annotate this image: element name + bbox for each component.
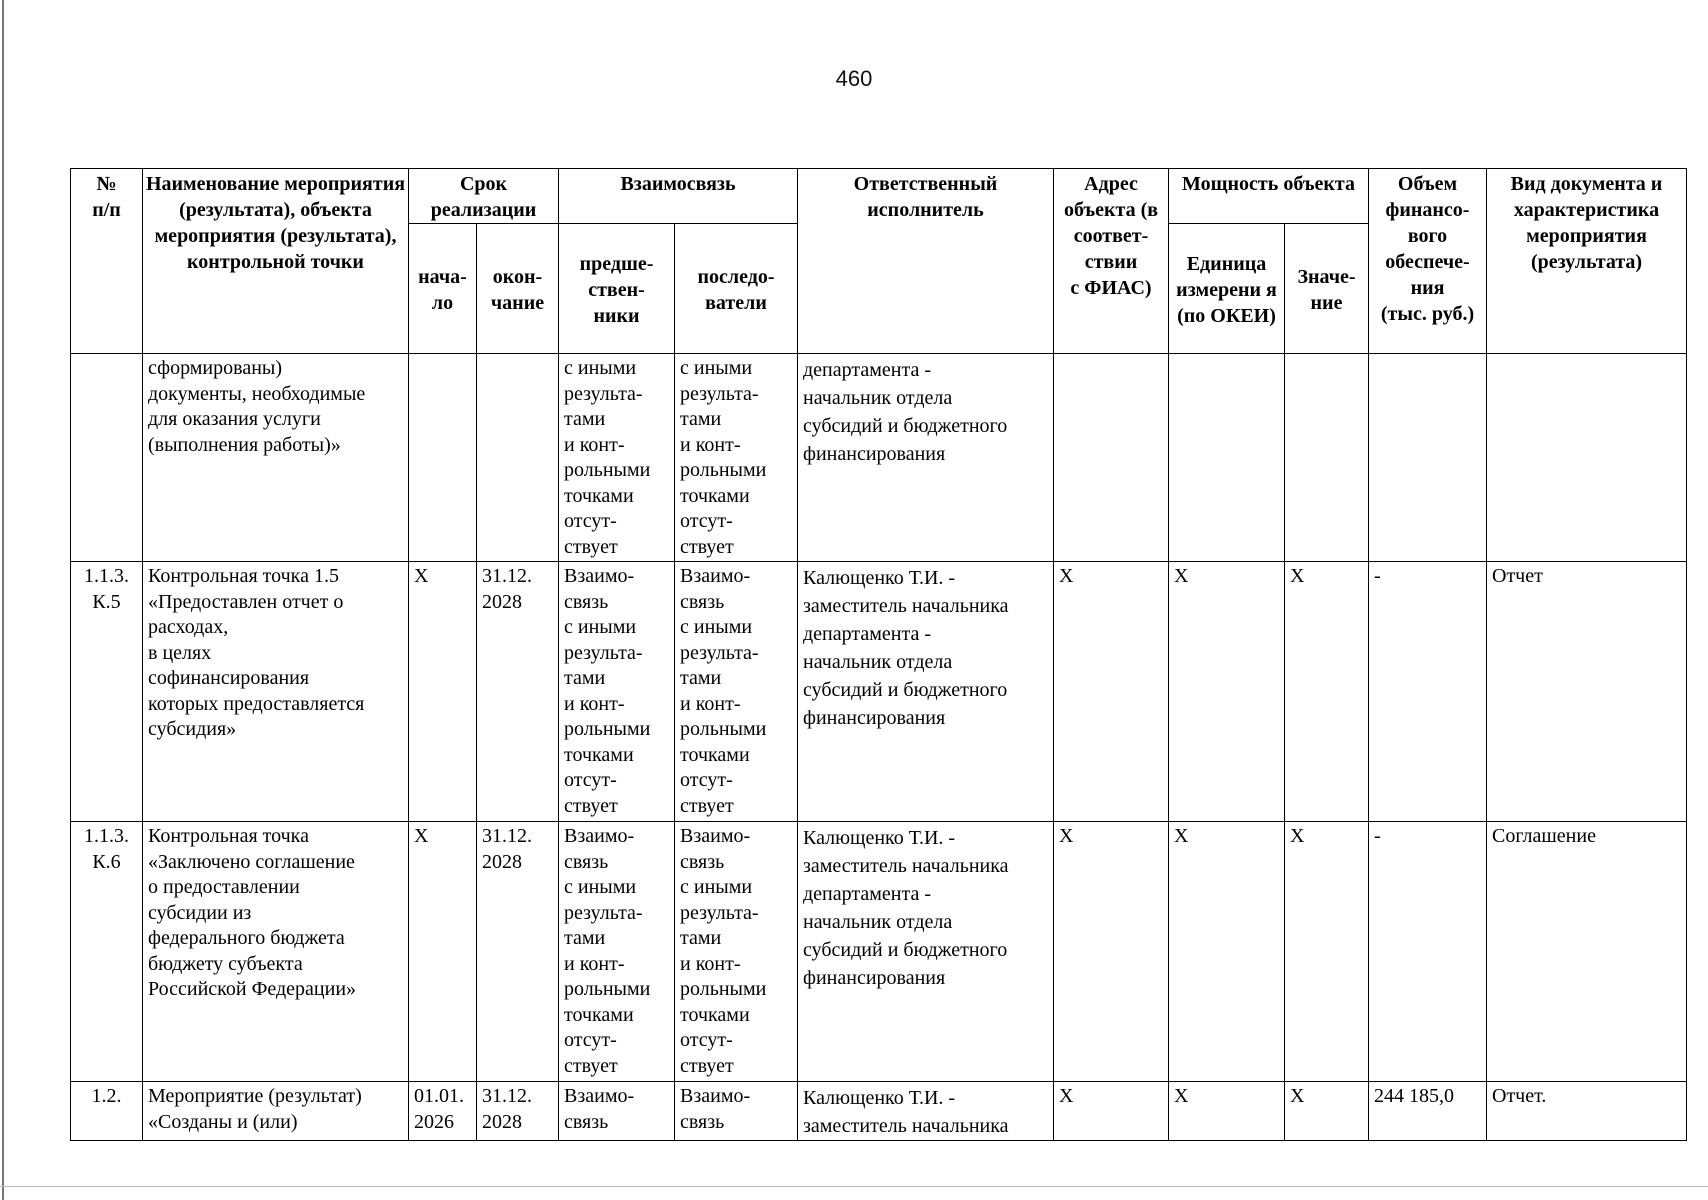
cell-pred: Взаимо- связь bbox=[559, 1082, 675, 1141]
bottom-rule-line bbox=[0, 1186, 1708, 1187]
table-row bbox=[71, 354, 1687, 562]
cell-name: Контрольная точка «Заключено соглашение о предоставлении субсидии из федерального бюджета бюджету субъекта Российской Федерации» bbox=[143, 822, 409, 1082]
page-edge-line bbox=[2, 0, 4, 1200]
header-link-succ: последо- ватели bbox=[675, 224, 798, 354]
cell-finance: - bbox=[1369, 562, 1487, 822]
cell-name: сформированы) документы, необходимые для оказания услуги (выполнения работы)» bbox=[143, 354, 409, 562]
cell-start: X bbox=[409, 822, 477, 1082]
cell-address bbox=[1054, 354, 1169, 562]
cell-name: Контрольная точка 1.5 «Предоставлен отчет о расходах, в целях софинансирования которых предоставляется субсидия» bbox=[143, 562, 409, 822]
header-num: № п/п bbox=[71, 169, 143, 354]
cell-name: Мероприятие (результат) «Созданы и (или) bbox=[143, 1082, 409, 1141]
cell-address: X bbox=[1054, 822, 1169, 1082]
cell-succ: Взаимо- связь с иными результа- тами и конт- рольными точками отсут- ствует bbox=[675, 562, 798, 822]
page-number: 460 bbox=[835, 66, 873, 91]
cell-unit bbox=[1169, 354, 1285, 562]
cell-end bbox=[477, 354, 559, 562]
header-term-end: окон- чание bbox=[477, 224, 559, 354]
header-address: Адрес объекта (в соответ- ствии с ФИАС) bbox=[1054, 169, 1169, 354]
cell-end: 31.12. 2028 bbox=[477, 1082, 559, 1141]
header-term: Срок реализации bbox=[409, 169, 559, 224]
cell-address: X bbox=[1054, 562, 1169, 822]
cell-responsible: Калющенко Т.И. - заместитель начальника bbox=[798, 1082, 1054, 1141]
cell-pred: Взаимо- связь с иными результа- тами и конт- рольными точками отсут- ствует bbox=[559, 562, 675, 822]
header-power: Мощность объекта bbox=[1169, 169, 1369, 224]
cell-responsible: департамента - начальник отдела субсидий и бюджетного финансирования bbox=[798, 354, 1054, 562]
cell-finance: 244 185,0 bbox=[1369, 1082, 1487, 1141]
cell-num: 1.2. bbox=[71, 1082, 143, 1141]
cell-start: 01.01. 2026 bbox=[409, 1082, 477, 1141]
cell-finance: - bbox=[1369, 822, 1487, 1082]
header-finance: Объем финансо- вого обеспече- ния (тыс. руб.) bbox=[1369, 169, 1487, 354]
header-link: Взаимосвязь bbox=[559, 169, 798, 224]
cell-doc: Соглашение bbox=[1487, 822, 1687, 1082]
header-name: Наименование мероприятия (результата), объекта мероприятия (результата), контрольной точки bbox=[143, 169, 409, 354]
cell-unit: X bbox=[1169, 822, 1285, 1082]
cell-succ: Взаимо- связь с иными результа- тами и конт- рольными точками отсут- ствует bbox=[675, 822, 798, 1082]
table-row bbox=[71, 1082, 1687, 1141]
cell-unit: X bbox=[1169, 1082, 1285, 1141]
table-row bbox=[71, 562, 1687, 822]
header-value: Значе- ние bbox=[1285, 224, 1369, 354]
cell-doc bbox=[1487, 354, 1687, 562]
cell-pred: Взаимо- связь с иными результа- тами и конт- рольными точками отсут- ствует bbox=[559, 822, 675, 1082]
cell-num bbox=[71, 354, 143, 562]
cell-responsible: Калющенко Т.И. - заместитель начальника департамента - начальник отдела субсидий и бюджетного финансирования bbox=[798, 562, 1054, 822]
header-responsible: Ответственный исполнитель bbox=[798, 169, 1054, 354]
cell-succ: Взаимо- связь bbox=[675, 1082, 798, 1141]
cell-value: X bbox=[1285, 1082, 1369, 1141]
cell-value: X bbox=[1285, 822, 1369, 1082]
cell-value bbox=[1285, 354, 1369, 562]
table-row bbox=[71, 822, 1687, 1082]
cell-address: X bbox=[1054, 1082, 1169, 1141]
cell-succ: с иными результа- тами и конт- рольными точками отсут- ствует bbox=[675, 354, 798, 562]
header-unit: Единица измерени я (по ОКЕИ) bbox=[1169, 224, 1285, 354]
cell-finance bbox=[1369, 354, 1487, 562]
header-term-start: нача- ло bbox=[409, 224, 477, 354]
cell-responsible: Калющенко Т.И. - заместитель начальника департамента - начальник отдела субсидий и бюджетного финансирования bbox=[798, 822, 1054, 1082]
cell-end: 31.12. 2028 bbox=[477, 562, 559, 822]
header-link-pred: предше- ствен- ники bbox=[559, 224, 675, 354]
cell-num: 1.1.3. К.6 bbox=[71, 822, 143, 1082]
cell-doc: Отчет. bbox=[1487, 1082, 1687, 1141]
header-doc: Вид документа и характеристика мероприятия (результата) bbox=[1487, 169, 1687, 354]
cell-end: 31.12. 2028 bbox=[477, 822, 559, 1082]
cell-start bbox=[409, 354, 477, 562]
cell-value: X bbox=[1285, 562, 1369, 822]
cell-start: X bbox=[409, 562, 477, 822]
cell-pred: с иными результа- тами и конт- рольными точками отсут- ствует bbox=[559, 354, 675, 562]
cell-unit: X bbox=[1169, 562, 1285, 822]
cell-num: 1.1.3. К.5 bbox=[71, 562, 143, 822]
cell-doc: Отчет bbox=[1487, 562, 1687, 822]
activities-table bbox=[70, 168, 1687, 1141]
